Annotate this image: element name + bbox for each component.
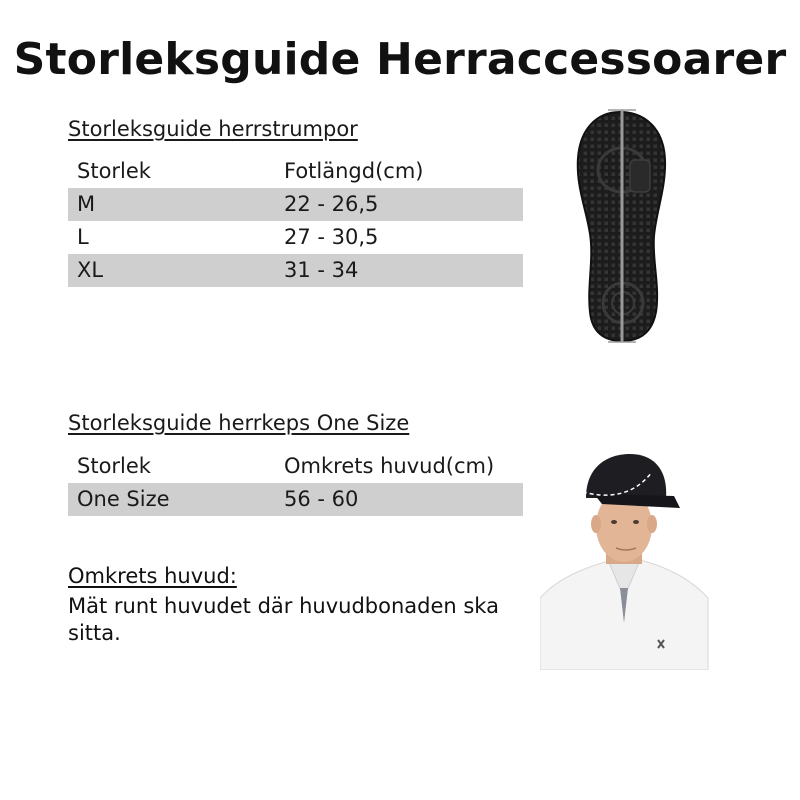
page-title: Storleksguide Herraccessoarer xyxy=(13,34,787,85)
cap-circumference-cell: 56 - 60 xyxy=(284,487,359,511)
socks-header-size: Storlek xyxy=(77,159,151,183)
shoe-sole-image xyxy=(568,108,678,344)
man-with-cap-image xyxy=(540,448,710,670)
table-row xyxy=(68,254,523,287)
table-row xyxy=(68,483,523,516)
socks-size-cell: M xyxy=(77,192,96,216)
socks-size-cell: L xyxy=(77,225,89,249)
cap-section-heading: Storleksguide herrkeps One Size xyxy=(68,411,410,435)
cap-size-table xyxy=(68,450,523,516)
cap-table-header xyxy=(68,450,523,483)
socks-table-header xyxy=(68,155,523,188)
socks-length-cell: 31 - 34 xyxy=(284,258,359,282)
head-circumference-note-heading: Omkrets huvud: xyxy=(68,564,237,588)
cap-header-head-circumference: Omkrets huvud(cm) xyxy=(284,454,495,478)
socks-section-heading: Storleksguide herrstrumpor xyxy=(68,117,358,141)
socks-length-cell: 27 - 30,5 xyxy=(284,225,379,249)
socks-size-table xyxy=(68,155,523,287)
table-row xyxy=(68,188,523,221)
table-row xyxy=(68,221,523,254)
cap-header-size: Storlek xyxy=(77,454,151,478)
socks-size-cell: XL xyxy=(77,258,104,282)
cap-size-cell: One Size xyxy=(77,487,170,511)
socks-length-cell: 22 - 26,5 xyxy=(284,192,379,216)
head-circumference-note-body: Mät runt huvudet där huvudbonaden ska sitta. xyxy=(68,594,499,645)
socks-header-foot-length: Fotlängd(cm) xyxy=(284,159,424,183)
